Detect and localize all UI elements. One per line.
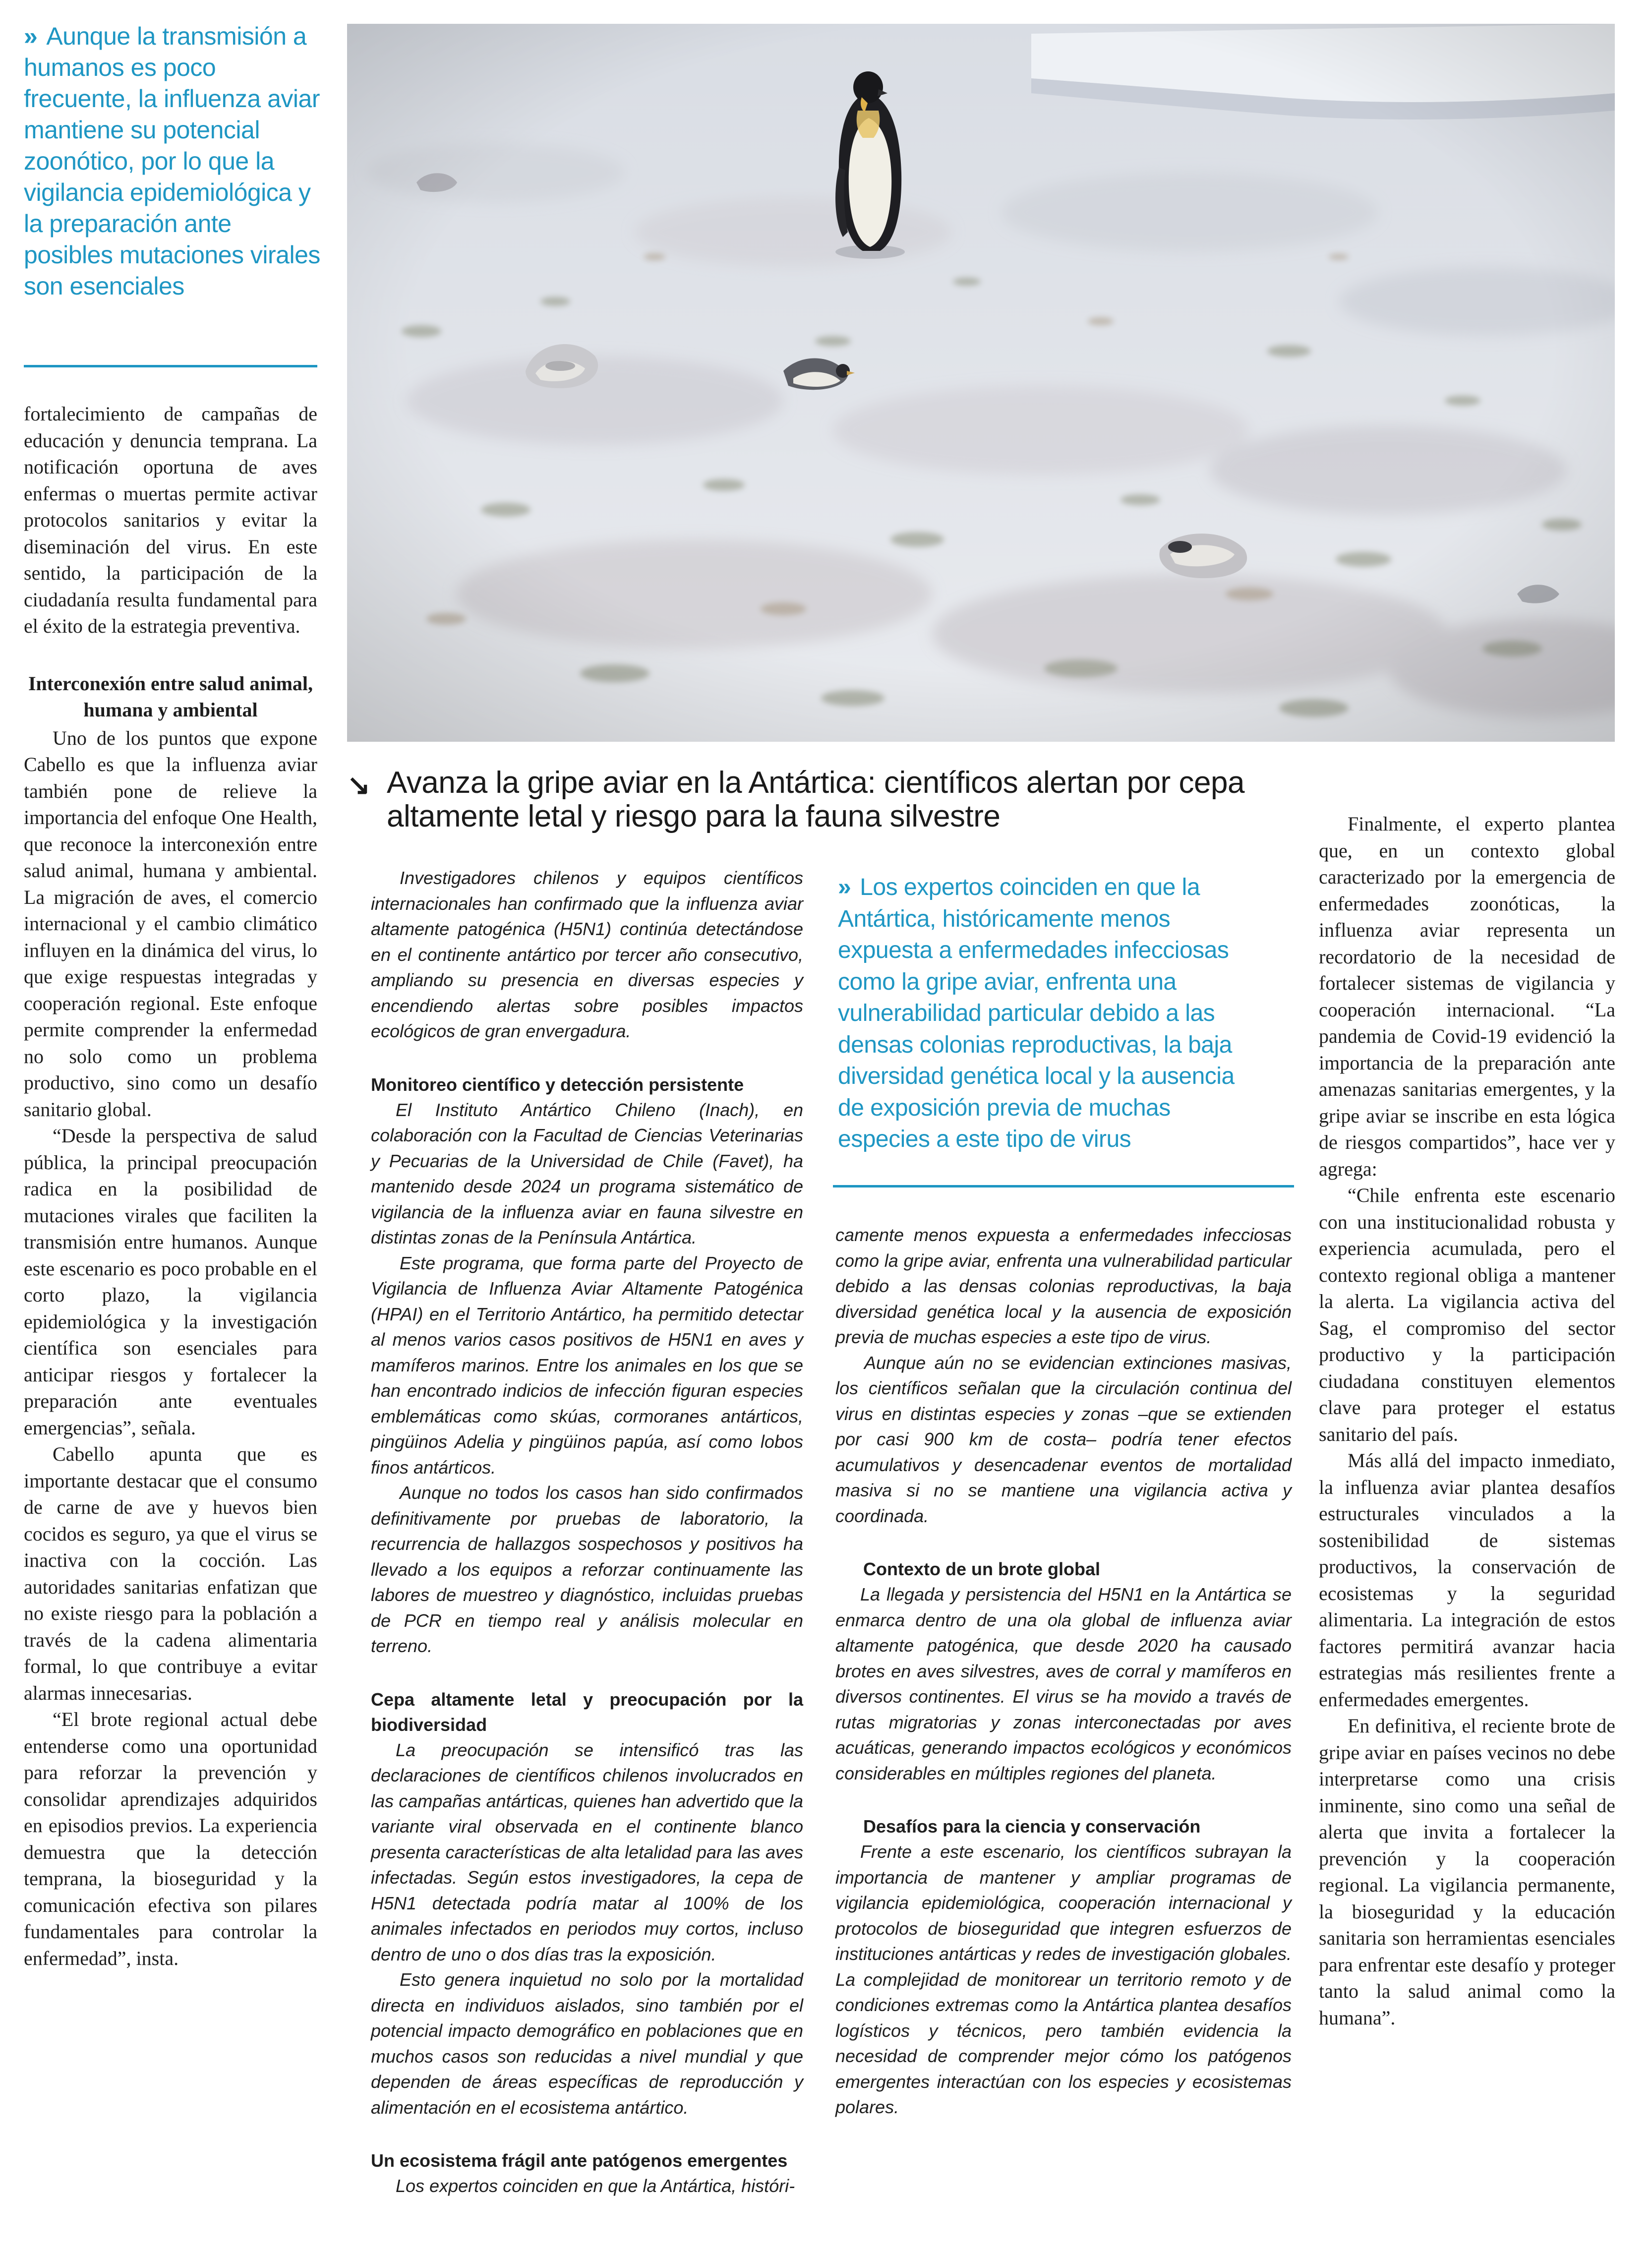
col2-paragraph-3: Aunque no todos los casos han sido confirmados definitivamente por pruebas de laboratorio, la recurrencia de hallazgos sospechosos y positivos ha llevado a los equipos a reforzar continuamente las labores de muestreo y diagnóstico, incluidas pruebas de PCR en tiempo real y análisis molecular en terreno. bbox=[371, 1483, 803, 1656]
right-paragraph-1: Finalmente, el experto plantea que, en un contexto global caracterizado por la emergencia de enfermedades zoonóticas, la influenza aviar representa un recordatorio de la necesidad de fortalecer sistemas de vigilancia y cooperación internacional. “La pandemia de Covid-19 evidenció la importancia de la preparación ante amenazas sanitarias emergentes, y la gripe aviar se inscribe en esta lógica de riesgos compartidos”, hace ver y agrega: bbox=[1319, 813, 1615, 1180]
col2-paragraph-4: La preocupación se intensificó tras las declaraciones de científicos chilenos involucrados en las campañas antárticas, quienes han advertido que la variante viral observada en el continente blanco presenta características de alta letalidad para las aves infectadas. Según estos investigadores, la cepa de H5N1 detectada podría matar al 100% de los animales infectados en periodos muy cortos, incluso dentro de uno o dos días tras la exposición. bbox=[371, 1739, 803, 1964]
col3-heading-1: Contexto de un brote global bbox=[863, 1559, 1100, 1579]
col2-paragraph-5: Esto genera inquietud no solo por la mortalidad directa en individuos aislados, sino también por el potencial impacto demográfico en poblaciones que en muchos casos son reducidas a nivel mundial y que dependen de áreas específicas de reproducción y alimentación en el ecosistema antártico. bbox=[371, 1969, 803, 2118]
col3-paragraph-2: Aunque aún no se evidencian extinciones masivas, los científicos señalan que la circulación continua del virus en distintas especies y zonas –que se extienden por casi 900 km de costa– podría tener efectos acumulativos y desencadenar eventos de mortalidad masiva si no se mantiene una vigilancia activa y coordinada. bbox=[835, 1352, 1292, 1526]
pullquote-mid bbox=[838, 872, 1264, 1155]
col2-paragraph-6: Los expertos coinciden en que la Antártica, históri- bbox=[396, 2176, 795, 2196]
column-3 bbox=[835, 1222, 1292, 2120]
left-column bbox=[24, 401, 317, 1971]
col2-heading-3: Un ecosistema frágil ante patógenos emergentes bbox=[371, 2150, 788, 2171]
penguin-photo-illustration bbox=[347, 24, 1615, 742]
headline-arrow-icon: ↘ bbox=[347, 769, 370, 800]
left-paragraph-3: “Desde la perspectiva de salud pública, la principal preocupación radica en la posibilidad de mutaciones virales que faciliten la transmisión entre humanos. Aunque este escenario es poco probable en el corto plazo, la vigilancia epidemiológica y la investigación científica son esenciales para anticipar riesgos y fortalecer la preparación ante eventuales emergencias”, señala. bbox=[24, 1125, 317, 1439]
left-paragraph-5: “El brote regional actual debe entenderse como una oportunidad para reforzar la prevención y consolidar aprendizajes adquiridos en episodios previos. La experiencia demuestra que la detección temprana, la bioseguridad y la comunicación efectiva son pilares fundamentales para controlar la enfermedad”, insta. bbox=[24, 1708, 317, 1969]
headline-text: Avanza la gripe aviar en la Antártica: científicos alertan por cepa altamente letal y riesgo para la fauna silvestre bbox=[387, 766, 1244, 833]
pullquote-mid-rule bbox=[833, 1185, 1294, 1187]
col3-heading-2: Desafíos para la ciencia y conservación bbox=[863, 1816, 1201, 1837]
quote-marker-icon: » bbox=[838, 874, 851, 900]
pullquote-top bbox=[24, 21, 321, 302]
col2-heading-1: Monitoreo científico y detección persistente bbox=[371, 1074, 744, 1095]
col2-lead: Investigadores chilenos y equipos científicos internacionales han confirmado que la influenza aviar altamente patogénica (H5N1) continúa detectándose en el continente antártico por tercer año consecutivo, ampliando su presencia en diversas especies y encendiendo alertas sobre posibles impactos ecológicos de gran envergadura. bbox=[371, 868, 803, 1041]
right-paragraph-2: “Chile enfrenta este escenario con una institucionalidad robusta y experiencia acumulada, pero el contexto regional obliga a mantener la alerta. La vigilancia activa del Sag, el compromiso del sector productivo y la participación ciudadana constituyen elementos clave para proteger el estatus sanitario del país. bbox=[1319, 1184, 1615, 1445]
right-column bbox=[1319, 811, 1615, 2031]
col3-paragraph-1: camente menos expuesta a enfermedades infecciosas como la gripe aviar, enfrenta una vulnerabilidad particular debido a las densas colonias reproductivas, la baja diversidad genética local y la ausencia de exposición previa de muchas especies a este tipo de virus. bbox=[835, 1225, 1292, 1347]
quote-marker-icon: » bbox=[24, 22, 38, 50]
col2-paragraph-1: El Instituto Antártico Chileno (Inach), en colaboración con la Facultad de Ciencias Veterinarias y Pecuarias de la Universidad de Chile (Favet), ha mantenido desde 2024 un programa sistemático de vigilancia de la influenza aviar en fauna silvestre en distintas zonas de la Península Antártica. bbox=[371, 1099, 803, 1247]
pullquote-top-rule bbox=[24, 365, 317, 367]
column-2 bbox=[371, 865, 803, 2199]
left-paragraph-1: fortalecimiento de campañas de educación y denuncia temprana. La notificación oportuna de aves enfermas o muertas permite activar protocolos sanitarios y evitar la diseminación del virus. En este sentido, la participación de la ciudadanía resulta fundamental para el éxito de la estrategia preventiva. bbox=[24, 403, 317, 637]
col2-heading-2: Cepa altamente letal y preocupación por la biodiversidad bbox=[371, 1689, 803, 1735]
right-paragraph-3: Más allá del impacto inmediato, la influenza aviar plantea desafíos estructurales vinculados a la sostenibilidad de sistemas productivos, la conservación de ecosistemas y la seguridad alimentaria. La integración de estos factores permitirá avanzar hacia estrategias más resilientes frente a enfermedades emergentes. bbox=[1319, 1449, 1615, 1711]
article-headline bbox=[347, 766, 1309, 833]
pullquote-top-text: Aunque la transmisión a humanos es poco frecuente, la influenza aviar mantiene su potencial zoonótico, por lo que la vigilancia epidemiológica y la preparación ante posibles mutaciones virales son esenciales bbox=[24, 22, 320, 300]
col3-paragraph-4: Frente a este escenario, los científicos subrayan la importancia de mantener y ampliar programas de vigilancia epidemiológica, cooperación internacional y protocolos de bioseguridad que integren esfuerzos de instituciones antárticas y redes de investigación globales. La complejidad de monitorear un territorio remoto y de condiciones extremas como la Antártica plantea desafíos logísticos y técnicos, pero también evidencia la necesidad de comprender mejor cómo los patógenos emergentes interactúan con los especies y ecosistemas polares. bbox=[835, 1841, 1292, 2117]
left-paragraph-2: Uno de los puntos que expone Cabello es que la influenza aviar también pone de relieve la importancia del enfoque One Health, que reconoce la interconexión entre salud animal, humana y ambiental. La migración de aves, el comercio internacional y el cambio climático influyen en la dinámica del virus, lo que exige respuestas integradas y cooperación regional. Este enfoque permite comprender la enfermedad no solo como un problema productivo, sino como un desafío sanitario global. bbox=[24, 726, 317, 1121]
pullquote-mid-text: Los expertos coinciden en que la Antártica, históricamente menos expuesta a enfermedades infecciosas como la gripe aviar, enfrenta una vulnerabilidad particular debido a las densas colonias reproductivas, la baja diversidad genética local y la ausencia de exposición previa de muchas especies a este tipo de virus bbox=[838, 874, 1235, 1152]
col3-paragraph-3: La llegada y persistencia del H5N1 en la Antártica se enmarca dentro de una ola global de influenza aviar altamente patogénica, que desde 2020 ha causado brotes en aves silvestres, aves de corral y mamíferos en diversos continentes. El virus se ha movido a través de rutas migratorias y zonas interconectadas por aves acuáticas, generando impactos ecológicos y económicos considerables en múltiples regiones del planeta. bbox=[835, 1584, 1292, 1783]
col2-paragraph-2: Este programa, que forma parte del Proyecto de Vigilancia de Influenza Aviar Altamente Patogénica (HPAI) en el Territorio Antártico, ha permitido detectar al menos varios casos positivos de H5N1 en aves y mamíferos marinos. Entre los animales en los que se han encontrado indicios de infección figuran especies emblemáticas como skúas, cormoranes antárticos, pingüinos Adelia y pingüinos papúa, así como lobos finos antárticos. bbox=[371, 1252, 803, 1478]
penguin-photo bbox=[347, 24, 1615, 742]
left-subhead: Interconexión entre salud animal, humana y ambiental bbox=[28, 672, 313, 721]
right-paragraph-4: En definitiva, el reciente brote de gripe aviar en países vecinos no debe interpretarse como una crisis inminente, sino como una señal de alerta que invita a fortalecer la prevención y la cooperación regional. La vigilancia permanente, la bioseguridad y la educación sanitaria son herramientas esenciales para enfrentar este desafío y proteger tanto la salud animal como la humana”. bbox=[1319, 1715, 1615, 2029]
left-paragraph-4: Cabello apunta que es importante destacar que el consumo de carne de ave y huevos bien cocidos es seguro, ya que el virus se inactiva con la cocción. Las autoridades sanitarias enfatizan que no existe riesgo para la población a través de la cadena alimentaria formal, lo que contribuye a evitar alarmas innecesarias. bbox=[24, 1443, 317, 1704]
